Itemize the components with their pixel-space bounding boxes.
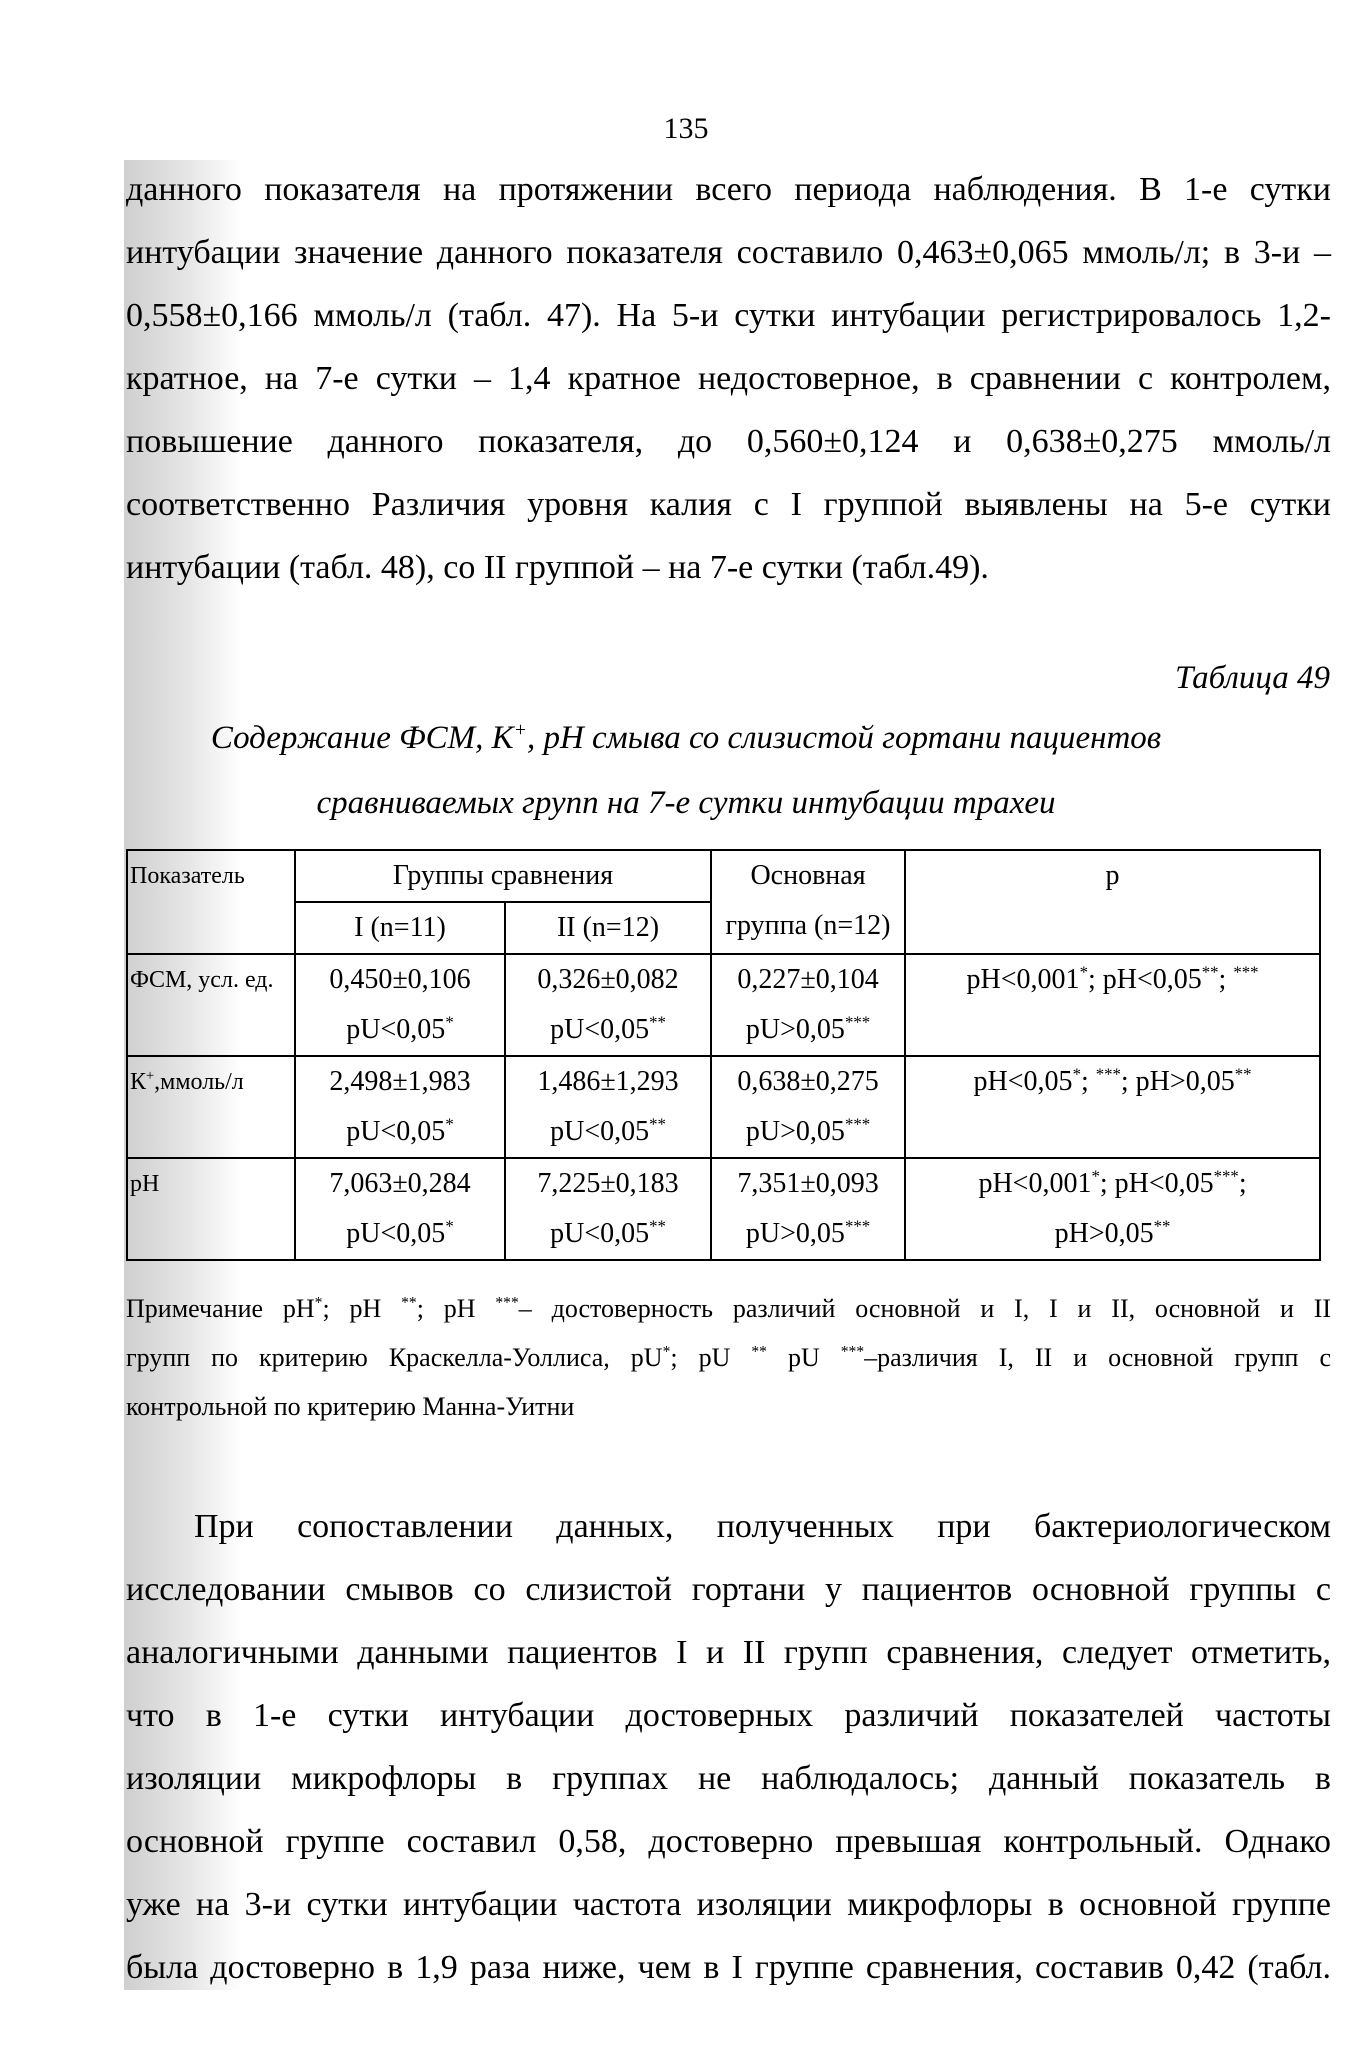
cell-p <box>506 1005 710 1055</box>
p-sup: ** <box>1201 962 1219 982</box>
table-row <box>127 1158 1320 1260</box>
cell-p <box>506 1209 710 1259</box>
note-text: –различия I, II и основной групп с <box>864 1343 1331 1372</box>
row-label-text: ФСМ, усл. ед. <box>130 967 274 993</box>
paragraph-line: 0,558±0,166 ммоль/л (табл. 47). На 5-и сутки интубации регистрировалось 1,2- <box>126 297 1331 334</box>
row-label <box>127 954 295 1056</box>
cell-p-text: pU>0,05 <box>745 1014 845 1045</box>
p-sup: ** <box>1153 1216 1171 1236</box>
note-line: контрольной по критерию Манна-Уитни <box>126 1392 575 1421</box>
cell-p-values <box>905 954 1320 1056</box>
cell-group-2 <box>505 1158 711 1260</box>
p-text: ; pH>0,05 <box>1120 1066 1235 1097</box>
row-label <box>127 1158 295 1260</box>
cell-value: 0,326±0,082 <box>537 964 679 995</box>
paragraph-line: интубации значение данного показателя составило 0,463±0,065 ммоль/л; в 3-и – <box>126 234 1331 271</box>
table-row <box>127 1056 1320 1158</box>
note-text: – достоверность различий основной и I, I и II, основной и II <box>518 1294 1332 1323</box>
paragraph-line: исследовании смывов со слизистой гортани у пациентов основной группы с <box>126 1571 1331 1608</box>
paragraph-line: была достоверно в 1,9 раза ниже, чем в I группе сравнения, составив 0,42 (табл. <box>126 1949 1331 1986</box>
note-text: ; pH <box>416 1294 496 1323</box>
note-line <box>126 1284 1331 1333</box>
paragraph-line: что в 1-е сутки интубации достоверных различий показателей частоты <box>126 1697 1331 1734</box>
cell-p-sup: *** <box>844 1216 871 1236</box>
cell-group-1 <box>295 1158 505 1260</box>
cell-p <box>712 1107 904 1157</box>
note-text: pU <box>766 1343 841 1372</box>
cell-p-values <box>905 1056 1320 1158</box>
table-title-text: Содержание ФСМ, К <box>210 720 514 756</box>
note-text: Примечание pH <box>126 1294 315 1323</box>
cell-value: 0,638±0,275 <box>737 1066 879 1097</box>
header-group-2 <box>505 902 711 954</box>
header-main-group <box>711 850 905 954</box>
table-title-sup: + <box>513 719 527 741</box>
p-text: ; <box>1238 1168 1247 1199</box>
header-groups <box>295 850 711 902</box>
note-sup: * <box>662 1343 671 1361</box>
paragraph-line: уже на 3-и сутки интубации частота изоляции микрофлоры в основной группе <box>126 1886 1331 1923</box>
paragraph-1 <box>126 158 1331 599</box>
note-sup: *** <box>840 1343 865 1361</box>
cell-p-text: pU>0,05 <box>745 1218 845 1249</box>
paragraph-line: аналогичными данными пациентов I и II групп сравнения, следует отметить, <box>126 1634 1331 1671</box>
cell-p-line <box>906 1005 1319 1055</box>
header-group-2-text: II (n=12) <box>556 912 660 943</box>
p-sup: *** <box>1095 1064 1121 1084</box>
cell-value: 0,450±0,106 <box>329 964 471 995</box>
table-header-row <box>127 850 1320 902</box>
cell-value: 1,486±1,293 <box>537 1066 679 1097</box>
header-main-text: группа (n=12) <box>725 910 891 941</box>
table-row <box>127 954 1320 1056</box>
cell-p-sup: ** <box>649 1114 666 1134</box>
cell-group-1 <box>295 954 505 1056</box>
row-label <box>127 1056 295 1158</box>
cell-p <box>296 1005 504 1055</box>
p-sup: *** <box>1213 1166 1239 1186</box>
p-text: ; pH<0,05 <box>1087 964 1202 995</box>
paragraph-line: изоляции микрофлоры в группах не наблюдалось; данный показатель в <box>126 1760 1331 1797</box>
cell-p-text: pU>0,05 <box>745 1116 845 1147</box>
table-title-line-1 <box>0 720 1372 757</box>
p-text: pH<0,001 <box>978 1168 1092 1199</box>
paragraph-line: повышение данного показателя, до 0,560±0,124 и 0,638±0,275 ммоль/л <box>126 423 1331 460</box>
p-text: ; <box>1080 1066 1096 1097</box>
table-note <box>126 1284 1331 1431</box>
table-title-line-2: сравниваемых групп на 7-е сутки интубации трахеи <box>316 785 1056 821</box>
cell-p-values <box>905 1158 1320 1260</box>
cell-group-2 <box>505 954 711 1056</box>
cell-p-sup: * <box>445 1216 454 1236</box>
note-line <box>126 1333 1331 1382</box>
cell-value: 0,227±0,104 <box>737 964 879 995</box>
cell-p-line <box>906 1057 1319 1107</box>
cell-p-line <box>906 955 1319 1005</box>
header-group-1 <box>295 902 505 954</box>
paragraph-line: данного показателя на протяжении всего периода наблюдения. В 1-е сутки <box>126 171 1331 208</box>
cell-p-text: pU<0,05 <box>346 1014 446 1045</box>
p-text: ; pH<0,05 <box>1099 1168 1214 1199</box>
table-title-text: , pH смыва со слизистой гортани пациентов <box>526 720 1162 756</box>
p-text: ; <box>1218 964 1234 995</box>
cell-main-group <box>711 1056 905 1158</box>
cell-p-text: pU<0,05 <box>550 1014 650 1045</box>
cell-p-line <box>906 1209 1319 1259</box>
row-label-part: ,ммоль/л <box>154 1069 244 1095</box>
row-label-text <box>130 1057 294 1107</box>
row-label-text: pH <box>130 1171 160 1197</box>
paragraph-line: основной группе составил 0,58, достоверно превышая контрольный. Однако <box>126 1823 1331 1860</box>
cell-p-text: pU<0,05 <box>550 1116 650 1147</box>
cell-p-sup: *** <box>844 1012 871 1032</box>
note-sup: * <box>314 1294 323 1312</box>
paragraph-line: соответственно Различия уровня калия с I группой выявлены на 5-е сутки <box>126 486 1331 523</box>
header-p <box>905 850 1320 954</box>
p-sup: * <box>1072 1064 1081 1084</box>
note-text: ; pU <box>670 1343 752 1372</box>
cell-p <box>296 1107 504 1157</box>
row-label-part: К <box>130 1069 147 1095</box>
table-number: Таблица 49 <box>1175 660 1330 696</box>
row-label-sup: + <box>146 1068 155 1084</box>
paragraph-2 <box>126 1495 1331 1999</box>
note-sup: ** <box>751 1343 767 1361</box>
p-sup: * <box>1091 1166 1100 1186</box>
cell-p-sup: * <box>445 1012 454 1032</box>
header-indicator <box>127 850 295 954</box>
paragraph-line: кратное, на 7-е сутки – 1,4 кратное недостоверное, в сравнении с контролем, <box>126 360 1331 397</box>
p-sup: *** <box>1233 962 1259 982</box>
paragraph-line: При сопоставлении данных, полученных при бактериологическом <box>194 1508 1331 1545</box>
paragraph-line: интубации (табл. 48), со II группой – на 7-е сутки (табл.49). <box>126 549 989 586</box>
cell-value: 2,498±1,983 <box>329 1066 471 1097</box>
p-text: pH<0,001 <box>966 964 1080 995</box>
cell-p <box>506 1107 710 1157</box>
note-sup: ** <box>401 1294 417 1312</box>
cell-p-line <box>906 1159 1319 1209</box>
cell-value: 7,351±0,093 <box>737 1168 879 1199</box>
cell-main-group <box>711 1158 905 1260</box>
cell-group-1 <box>295 1056 505 1158</box>
note-text: групп по критерию Краскелла-Уоллиса, pU <box>126 1343 663 1372</box>
cell-p-sup: *** <box>844 1114 871 1134</box>
cell-p-text: pU<0,05 <box>346 1116 446 1147</box>
results-table <box>126 849 1321 1261</box>
p-sup: * <box>1079 962 1088 982</box>
p-sup: ** <box>1234 1064 1252 1084</box>
cell-value: 7,063±0,284 <box>329 1168 471 1199</box>
header-groups-text: Группы сравнения <box>392 860 614 891</box>
header-main-text: Основная <box>750 860 866 891</box>
note-text: ; pH <box>322 1294 402 1323</box>
cell-p-text: pU<0,05 <box>550 1218 650 1249</box>
cell-p-text: pU<0,05 <box>346 1218 446 1249</box>
cell-p-sup: ** <box>649 1012 666 1032</box>
cell-p <box>712 1209 904 1259</box>
cell-group-2 <box>505 1056 711 1158</box>
cell-p-line <box>906 1107 1319 1157</box>
cell-p-sup: * <box>445 1114 454 1134</box>
cell-value: 7,225±0,183 <box>537 1168 679 1199</box>
cell-p <box>296 1209 504 1259</box>
p-text: pH>0,05 <box>1054 1218 1154 1249</box>
page-number: 135 <box>663 112 709 145</box>
header-indicator-text: Показатель <box>130 863 245 889</box>
cell-p-sup: ** <box>649 1216 666 1236</box>
cell-p <box>712 1005 904 1055</box>
header-p-text: p <box>1105 860 1120 891</box>
p-text: pH<0,05 <box>973 1066 1073 1097</box>
header-group-1-text: I (n=11) <box>354 912 446 943</box>
cell-main-group <box>711 954 905 1056</box>
note-sup: *** <box>495 1294 519 1312</box>
